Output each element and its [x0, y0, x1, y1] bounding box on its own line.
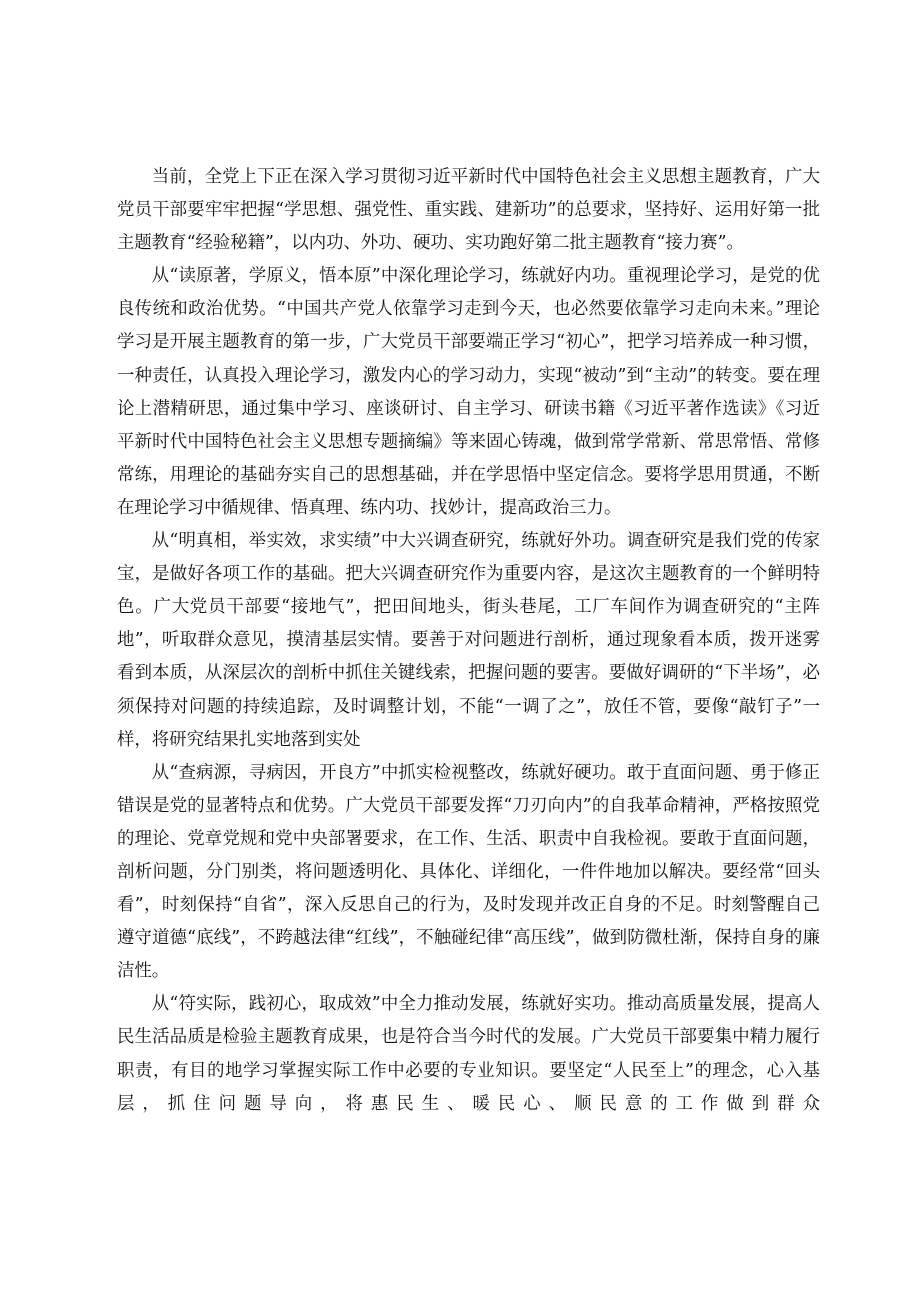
paragraph-theory-study: 从“读原著，学原义，悟本原”中深化理论学习，练就好内功。重视理论学习，是党的优良传统和政治优势。“中国共产党人依靠学习走到今天，也必然要依靠学习走向未来。”理论学习是开展主题教育的第一步，广大党员干部要端正学习“初心”，把学习培养成一种习惯，一种责任，认真投入理论学习，激发内心的学习动力，实现“被动”到“主动”的转变。要在理论上潜精研思，通过集中学习、座谈研讨、自主学习、研读书籍《习近平著作选读》《习近平新时代中国特色社会主义思想专题摘编》等来固心铸魂，做到常学常新、常思常悟、常修常练，用理论的基础夯实自己的思想基础，并在学思悟中坚定信念。要将学思用贯通，不断在理论学习中循规律、悟真理、练内功、找妙计，提高政治三力。 — [117, 266, 820, 518]
paragraph-investigation: 从“明真相，举实效，求实绩”中大兴调查研究，练就好外功。调查研究是我们党的传家宝，是做好各项工作的基础。把大兴调查研究作为重要内容，是这次主题教育的一个鲜明特色。广大党员干部要“接地气”，把田间地头，街头巷尾，工厂车间作为调查研究的“主阵地”，听取群众意见，摸清基层实情。要善于对问题进行剖析，通过现象看本质，拨开迷雾看到本质，从深层次的剖析中抓住关键线索，把握问题的要害。要做好调研的“下半场”，必须保持对问题的持续追踪，及时调整计划，不能“一调了之”，放任不管，要像“敲钉子”一样，将研究结果扎实地落到实处 — [117, 531, 820, 750]
article-body — [117, 161, 820, 1121]
paragraph-development: 从“符实际，践初心，取成效”中全力推动发展，练就好实功。推动高质量发展，提高人民生活品质是检验主题教育成果，也是符合当今时代的发展。广大党员干部要集中精力履行职责，有目的地学习掌握实际工作中必要的专业知识。要坚定“人民至上”的理念，心入基层，抓住问题导向，将惠民生、暖民心、顺民意的工作做到群众 — [117, 994, 820, 1114]
paragraph-rectification: 从“查病源，寻病因，开良方”中抓实检视整改，练就好硬功。敢于直面问题、勇于修正错误是党的显著特点和优势。广大党员干部要发挥“刀刃向内”的自我革命精神，严格按照党的理论、党章党规和党中央部署要求，在工作、生活、职责中自我检视。要敢于直面问题，剖析问题，分门别类，将问题透明化、具体化、详细化，一件件地加以解决。要经常“回头看”，时刻保持“自省”，深入反思自己的行为，及时发现并改正自身的不足。时刻警醒自己遵守道德“底线”，不跨越法律“红线”，不触碰纪律“高压线”，做到防微杜渐，保持自身的廉洁性。 — [117, 762, 820, 982]
paragraph-intro: 当前，全党上下正在深入学习贯彻习近平新时代中国特色社会主义思想主题教育，广大党员干部要牢牢把握“学思想、强党性、重实践、建新功”的总要求，坚持好、运用好第一批主题教育“经验秘籍”，以内功、外功、硬功、实功跑好第二批主题教育“接力赛”。 — [117, 167, 820, 254]
